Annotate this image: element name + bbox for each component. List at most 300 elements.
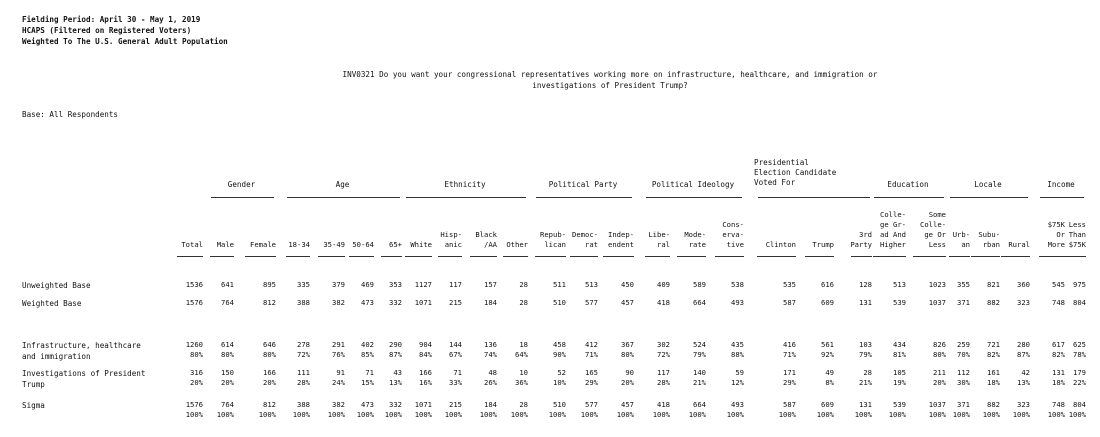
table-cell-count: 140 <box>693 368 706 377</box>
table-cell-count: 418 <box>657 298 670 307</box>
group-header: Ethnicity <box>444 180 486 189</box>
table-cell-percent: 18% <box>1052 378 1065 387</box>
column-underline <box>715 256 744 257</box>
column-underline <box>971 256 1000 257</box>
column-header: 65+ <box>389 240 402 249</box>
table-cell-percent: 21% <box>693 378 706 387</box>
table-cell-percent: 74% <box>484 350 497 359</box>
table-cell-count: 215 <box>449 298 462 307</box>
row-label: Weighted Base <box>22 299 82 308</box>
table-cell-count: 52 <box>557 368 566 377</box>
fielding-period: Fielding Period: April 30 - May 1, 2019 <box>22 15 201 24</box>
table-cell-percent: 28% <box>297 378 310 387</box>
group-underline <box>211 197 274 198</box>
table-cell-percent: 92% <box>821 350 834 359</box>
table-cell-percent: 100% <box>414 410 432 419</box>
table-cell-count: 157 <box>484 280 497 289</box>
column-header: Male <box>216 240 234 249</box>
table-cell-count: 457 <box>621 298 634 307</box>
table-cell-percent: 100% <box>580 410 598 419</box>
table-cell-percent: 100% <box>854 410 872 419</box>
group-header: Political Party <box>548 180 618 189</box>
table-cell-count: 215 <box>449 400 462 409</box>
column-header: Colle- ge Gr- ad And Higher <box>880 210 906 249</box>
table-cell-count: 513 <box>585 280 598 289</box>
table-cell-percent: 100% <box>1012 410 1030 419</box>
table-cell-percent: 20% <box>221 378 234 387</box>
weighting-note: Weighted To The U.S. General Adult Population <box>22 37 228 46</box>
group-header: Presidential Election Candidate Voted For <box>754 158 837 187</box>
table-cell-count: 59 <box>735 368 744 377</box>
table-cell-count: 812 <box>263 298 276 307</box>
column-underline <box>535 256 566 257</box>
table-cell-count: 826 <box>933 340 946 349</box>
column-header: Libe- ral <box>648 230 670 249</box>
column-header: Female <box>250 240 276 249</box>
column-underline <box>949 256 970 257</box>
question-line-1: INV0321 Do you want your congressional representatives working more on infrastructure, healthcare, and immigration or <box>342 70 878 79</box>
table-cell-count: 360 <box>1017 280 1030 289</box>
column-underline <box>503 256 528 257</box>
table-cell-count: 131 <box>1052 368 1065 377</box>
group-underline <box>536 197 632 198</box>
table-cell-percent: 100% <box>952 410 970 419</box>
table-cell-count: 748 <box>1052 400 1065 409</box>
column-underline <box>570 256 598 257</box>
column-header: Clinton <box>765 240 796 249</box>
table-cell-count: 367 <box>621 340 634 349</box>
table-cell-percent: 100% <box>510 410 528 419</box>
table-cell-count: 616 <box>821 280 834 289</box>
column-header: Cons- erva- tive <box>722 220 744 249</box>
table-cell-count: 545 <box>1052 280 1065 289</box>
table-cell-percent: 30% <box>957 378 970 387</box>
table-cell-percent: 8% <box>825 378 834 387</box>
column-header: Less Than $75K <box>1068 220 1086 249</box>
table-cell-count: 323 <box>1017 400 1030 409</box>
table-cell-count: 1037 <box>928 298 946 307</box>
table-cell-count: 1127 <box>414 280 432 289</box>
table-cell-count: 161 <box>987 368 1000 377</box>
table-cell-count: 589 <box>693 280 706 289</box>
table-cell-percent: 76% <box>332 350 345 359</box>
survey-name: HCAPS (Filtered on Registered Voters) <box>22 26 192 35</box>
table-cell-count: 664 <box>693 400 706 409</box>
table-cell-count: 764 <box>221 298 234 307</box>
table-cell-percent: 20% <box>190 378 203 387</box>
table-cell-count: 577 <box>585 298 598 307</box>
table-cell-percent: 82% <box>987 350 1000 359</box>
column-underline <box>1039 256 1065 257</box>
table-cell-count: 335 <box>297 280 310 289</box>
table-cell-percent: 100% <box>726 410 744 419</box>
group-underline <box>874 197 944 198</box>
table-cell-percent: 26% <box>484 378 497 387</box>
question-line-2: investigations of President Trump? <box>532 81 688 90</box>
table-cell-count: 388 <box>297 400 310 409</box>
table-cell-percent: 20% <box>621 378 634 387</box>
group-underline <box>406 197 526 198</box>
table-cell-percent: 100% <box>384 410 402 419</box>
table-cell-count: 664 <box>693 298 706 307</box>
table-cell-percent: 70% <box>957 350 970 359</box>
column-header: 35-49 <box>323 240 345 249</box>
table-cell-count: 388 <box>297 298 310 307</box>
table-cell-count: 150 <box>221 368 234 377</box>
column-underline <box>645 256 670 257</box>
table-cell-count: 587 <box>783 298 796 307</box>
column-header: Hisp- anic <box>440 230 462 249</box>
table-cell-count: 804 <box>1073 400 1086 409</box>
table-cell-count: 617 <box>1052 340 1065 349</box>
table-cell-count: 587 <box>783 400 796 409</box>
table-cell-count: 821 <box>987 280 1000 289</box>
table-cell-percent: 100% <box>688 410 706 419</box>
table-cell-percent: 100% <box>292 410 310 419</box>
table-cell-percent: 100% <box>216 410 234 419</box>
table-cell-count: 1576 <box>185 298 203 307</box>
table-cell-count: 510 <box>553 298 566 307</box>
column-underline <box>805 256 834 257</box>
table-cell-percent: 72% <box>657 350 670 359</box>
table-cell-count: 382 <box>332 400 345 409</box>
column-header: Other <box>506 240 528 249</box>
table-cell-count: 402 <box>361 340 374 349</box>
table-cell-count: 1037 <box>928 400 946 409</box>
table-cell-count: 882 <box>987 400 1000 409</box>
column-header: $75K Or More <box>1047 220 1065 249</box>
table-cell-percent: 29% <box>783 378 796 387</box>
table-cell-percent: 100% <box>356 410 374 419</box>
table-cell-percent: 100% <box>444 410 462 419</box>
table-cell-count: 1576 <box>185 400 203 409</box>
table-cell-percent: 71% <box>783 350 796 359</box>
table-cell-percent: 20% <box>263 378 276 387</box>
table-cell-count: 112 <box>957 368 970 377</box>
table-cell-percent: 79% <box>859 350 872 359</box>
group-underline <box>287 197 400 198</box>
column-header: 50-64 <box>352 240 374 249</box>
table-cell-count: 379 <box>332 280 345 289</box>
column-underline <box>677 256 706 257</box>
column-header: 3rd Party <box>850 230 872 249</box>
table-cell-count: 42 <box>1021 368 1030 377</box>
table-cell-percent: 13% <box>389 378 402 387</box>
table-cell-percent: 36% <box>515 378 528 387</box>
table-cell-count: 371 <box>957 298 970 307</box>
table-cell-count: 111 <box>297 368 310 377</box>
column-underline <box>1001 256 1030 257</box>
table-cell-count: 469 <box>361 280 374 289</box>
column-underline <box>245 256 276 257</box>
column-header: Some Colle- ge Or Less <box>920 210 946 249</box>
table-cell-percent: 100% <box>548 410 566 419</box>
row-label: Investigations of President Trump <box>22 369 146 389</box>
table-cell-percent: 16% <box>419 378 432 387</box>
table-cell-percent: 100% <box>1047 410 1065 419</box>
base-note: Base: All Respondents <box>22 110 119 119</box>
table-cell-count: 332 <box>389 400 402 409</box>
column-underline <box>1063 256 1086 257</box>
table-cell-count: 49 <box>825 368 834 377</box>
table-cell-count: 1536 <box>185 280 203 289</box>
table-cell-count: 450 <box>621 280 634 289</box>
table-cell-percent: 100% <box>185 410 203 419</box>
table-cell-count: 144 <box>449 340 462 349</box>
table-cell-percent: 18% <box>987 378 1000 387</box>
table-cell-count: 804 <box>1073 298 1086 307</box>
column-header: Black /AA <box>475 230 497 249</box>
group-header: Education <box>887 180 929 189</box>
table-cell-count: 609 <box>821 400 834 409</box>
column-header: Subu- rban <box>978 230 1000 249</box>
table-cell-count: 166 <box>263 368 276 377</box>
table-cell-count: 748 <box>1052 298 1065 307</box>
table-cell-count: 71 <box>365 368 374 377</box>
table-cell-percent: 80% <box>621 350 634 359</box>
row-label: Sigma <box>22 401 45 410</box>
table-cell-percent: 81% <box>893 350 906 359</box>
group-header: Age <box>335 180 350 189</box>
table-cell-count: 641 <box>221 280 234 289</box>
column-underline <box>438 256 462 257</box>
table-cell-count: 577 <box>585 400 598 409</box>
table-cell-percent: 100% <box>778 410 796 419</box>
column-underline <box>873 256 906 257</box>
row-label: Infrastructure, healthcare and immigration <box>22 341 141 361</box>
table-cell-count: 171 <box>783 368 796 377</box>
table-cell-percent: 84% <box>419 350 432 359</box>
table-cell-count: 646 <box>263 340 276 349</box>
table-cell-percent: 24% <box>332 378 345 387</box>
table-cell-count: 117 <box>449 280 462 289</box>
table-cell-count: 355 <box>957 280 970 289</box>
table-cell-percent: 100% <box>816 410 834 419</box>
table-cell-count: 1071 <box>414 298 432 307</box>
table-cell-percent: 20% <box>933 378 946 387</box>
table-cell-percent: 21% <box>859 378 872 387</box>
table-cell-percent: 10% <box>553 378 566 387</box>
table-cell-count: 473 <box>361 298 374 307</box>
column-header: 18-34 <box>288 240 310 249</box>
table-cell-count: 524 <box>693 340 706 349</box>
table-cell-count: 259 <box>957 340 970 349</box>
column-underline <box>381 256 402 257</box>
table-cell-count: 184 <box>484 298 497 307</box>
table-cell-count: 493 <box>731 400 744 409</box>
table-cell-percent: 100% <box>1068 410 1086 419</box>
column-header: Democ- rat <box>572 230 598 249</box>
table-cell-count: 513 <box>893 280 906 289</box>
table-cell-count: 278 <box>297 340 310 349</box>
table-cell-count: 90 <box>625 368 634 377</box>
column-underline <box>913 256 946 257</box>
table-cell-count: 71 <box>453 368 462 377</box>
table-cell-count: 1071 <box>414 400 432 409</box>
table-cell-count: 1260 <box>185 340 203 349</box>
table-cell-count: 493 <box>731 298 744 307</box>
table-cell-count: 179 <box>1073 368 1086 377</box>
table-cell-count: 764 <box>221 400 234 409</box>
group-header: Income <box>1047 180 1075 189</box>
table-cell-count: 882 <box>987 298 1000 307</box>
table-cell-count: 371 <box>957 400 970 409</box>
table-cell-percent: 80% <box>190 350 203 359</box>
group-underline <box>950 197 1028 198</box>
table-cell-count: 316 <box>190 368 203 377</box>
column-header: White <box>410 240 432 249</box>
column-underline <box>851 256 872 257</box>
table-cell-percent: 64% <box>515 350 528 359</box>
column-underline <box>210 256 234 257</box>
group-underline <box>758 197 870 198</box>
table-cell-count: 291 <box>332 340 345 349</box>
table-cell-count: 535 <box>783 280 796 289</box>
column-underline <box>318 256 345 257</box>
table-cell-percent: 13% <box>1017 378 1030 387</box>
table-cell-count: 28 <box>519 280 528 289</box>
table-cell-count: 1023 <box>928 280 946 289</box>
table-cell-count: 416 <box>783 340 796 349</box>
table-cell-percent: 100% <box>616 410 634 419</box>
table-cell-count: 412 <box>585 340 598 349</box>
table-cell-count: 975 <box>1073 280 1086 289</box>
table-cell-percent: 85% <box>361 350 374 359</box>
table-cell-count: 136 <box>484 340 497 349</box>
table-cell-percent: 100% <box>888 410 906 419</box>
group-underline <box>646 197 742 198</box>
column-header: Indep- endent <box>608 230 634 249</box>
table-cell-percent: 28% <box>657 378 670 387</box>
table-cell-count: 28 <box>519 298 528 307</box>
table-cell-percent: 100% <box>652 410 670 419</box>
table-cell-percent: 100% <box>479 410 497 419</box>
group-header: Locale <box>974 180 1002 189</box>
table-cell-count: 323 <box>1017 298 1030 307</box>
table-cell-count: 280 <box>1017 340 1030 349</box>
table-cell-count: 28 <box>863 368 872 377</box>
table-cell-percent: 87% <box>389 350 402 359</box>
column-header: Urb- an <box>952 230 970 249</box>
column-header: Rural <box>1008 240 1030 249</box>
table-cell-count: 409 <box>657 280 670 289</box>
table-cell-count: 18 <box>519 340 528 349</box>
table-cell-percent: 100% <box>982 410 1000 419</box>
table-cell-count: 10 <box>519 368 528 377</box>
table-cell-count: 211 <box>933 368 946 377</box>
table-cell-percent: 22% <box>1073 378 1086 387</box>
column-underline <box>349 256 374 257</box>
column-underline <box>286 256 310 257</box>
table-cell-count: 131 <box>859 400 872 409</box>
column-underline <box>757 256 796 257</box>
table-cell-percent: 67% <box>449 350 462 359</box>
table-cell-percent: 15% <box>361 378 374 387</box>
table-cell-percent: 82% <box>1052 350 1065 359</box>
table-cell-count: 510 <box>553 400 566 409</box>
table-cell-count: 43 <box>393 368 402 377</box>
column-header: Trump <box>812 240 834 249</box>
table-cell-count: 721 <box>987 340 1000 349</box>
table-cell-count: 561 <box>821 340 834 349</box>
table-cell-percent: 100% <box>327 410 345 419</box>
table-cell-count: 895 <box>263 280 276 289</box>
column-underline <box>177 256 203 257</box>
table-cell-percent: 78% <box>1073 350 1086 359</box>
table-cell-count: 812 <box>263 400 276 409</box>
table-cell-count: 904 <box>419 340 432 349</box>
table-cell-percent: 29% <box>585 378 598 387</box>
table-cell-count: 625 <box>1073 340 1086 349</box>
table-cell-percent: 80% <box>221 350 234 359</box>
table-cell-count: 128 <box>859 280 872 289</box>
table-cell-count: 614 <box>221 340 234 349</box>
table-cell-count: 539 <box>893 298 906 307</box>
row-label: Unweighted Base <box>22 281 91 290</box>
table-cell-count: 184 <box>484 400 497 409</box>
column-header: Total <box>181 240 203 249</box>
table-cell-percent: 71% <box>585 350 598 359</box>
table-cell-percent: 79% <box>693 350 706 359</box>
table-cell-count: 609 <box>821 298 834 307</box>
group-header: Gender <box>227 180 256 189</box>
table-cell-count: 91 <box>336 368 345 377</box>
table-cell-percent: 19% <box>893 378 906 387</box>
table-cell-count: 105 <box>893 368 906 377</box>
table-cell-percent: 80% <box>933 350 946 359</box>
table-cell-count: 473 <box>361 400 374 409</box>
table-cell-percent: 87% <box>1017 350 1030 359</box>
table-cell-percent: 100% <box>928 410 946 419</box>
table-cell-percent: 80% <box>263 350 276 359</box>
column-underline <box>603 256 634 257</box>
table-cell-count: 418 <box>657 400 670 409</box>
table-cell-count: 435 <box>731 340 744 349</box>
table-cell-count: 457 <box>621 400 634 409</box>
report-header <box>22 14 228 47</box>
table-cell-count: 538 <box>731 280 744 289</box>
column-underline <box>405 256 432 257</box>
table-cell-count: 131 <box>859 298 872 307</box>
table-cell-percent: 88% <box>731 350 744 359</box>
table-cell-percent: 90% <box>553 350 566 359</box>
column-header: Mode- rate <box>684 230 706 249</box>
table-cell-percent: 33% <box>449 378 462 387</box>
question-text <box>230 69 990 91</box>
table-cell-count: 165 <box>585 368 598 377</box>
table-cell-count: 28 <box>519 400 528 409</box>
column-header: Repub- lican <box>540 230 566 249</box>
table-cell-count: 539 <box>893 400 906 409</box>
table-cell-count: 48 <box>488 368 497 377</box>
table-cell-count: 290 <box>389 340 402 349</box>
table-cell-count: 382 <box>332 298 345 307</box>
table-cell-count: 353 <box>389 280 402 289</box>
table-cell-percent: 72% <box>297 350 310 359</box>
group-header: Political Ideology <box>651 180 735 189</box>
group-underline <box>1040 197 1084 198</box>
table-cell-percent: 12% <box>731 378 744 387</box>
table-cell-count: 117 <box>657 368 670 377</box>
table-cell-count: 458 <box>553 340 566 349</box>
table-cell-count: 434 <box>893 340 906 349</box>
table-cell-count: 166 <box>419 368 432 377</box>
table-cell-count: 511 <box>553 280 566 289</box>
table-cell-count: 302 <box>657 340 670 349</box>
table-cell-count: 332 <box>389 298 402 307</box>
table-cell-count: 103 <box>859 340 872 349</box>
column-underline <box>470 256 497 257</box>
